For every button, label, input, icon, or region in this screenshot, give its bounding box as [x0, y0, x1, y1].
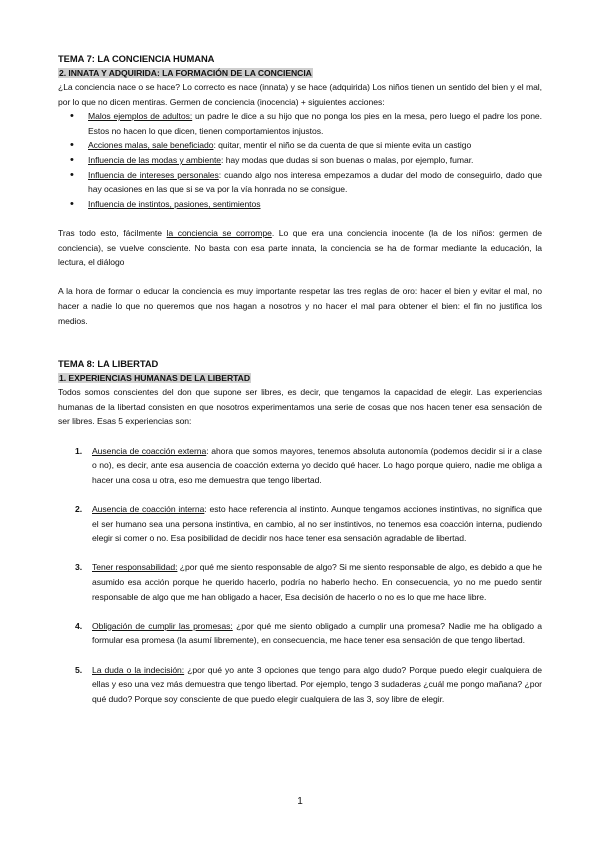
bullet-text: un padre le dice a su hijo que no ponga los pies en la mesa, pero luego el padre los pone. Estos no hacen lo que dicen, tienen comportamientos injustos. — [88, 111, 542, 136]
tema8-intro: Todos somos conscientes del don que supone ser libres, es decir, que tengamos la capacidad de elegir. Las experiencias humanas de la libertad consisten en que nosotros experimentamos una serie de cosas que nos hacen tener esa sensación de ser libres. Esas 5 experiencias son: — [58, 387, 542, 427]
tema7-intro: ¿La conciencia nace o se hace? Lo correcto es nace (innata) y se hace (adquirida) Los niños tienen un sentido del bien y el mal, por lo que no dicen mentiras. Germen de conciencia (inocencia) + siguientes acciones: — [58, 82, 542, 107]
list-item — [75, 560, 542, 604]
tema8-section-title — [58, 372, 542, 384]
list-item — [75, 619, 542, 648]
tema7-bullet-list — [58, 109, 542, 211]
item-term: Obligación de cumplir las promesas: — [92, 620, 233, 631]
list-item — [88, 109, 542, 138]
item-text: : esto hace referencia al instinto. Aunque tengamos acciones instintivas, no significa que el ser humano sea una persona instintiva, en cambio, al no ser instintivos, no tenemos esa coacción interna, pudiendo elegir si comer o no. Esa posibilidad de decidir nos hace tener esa sensación agradable de libertad. — [92, 504, 542, 544]
tema7-section-title — [58, 67, 542, 79]
tema8-numbered-list — [58, 444, 542, 707]
item-text: ¿por qué me siento responsable de algo? Si me siento responsable de algo, es debido a que he asumido esa acción porque he querido hacerlo, podría no haberlo hecho. En consecuencia, yo no me puedo sentir responsable de algo que me han obligado a hacer, Esa decisión de hacerlo o no es lo que me hace libre. — [92, 562, 542, 602]
list-item — [88, 197, 542, 212]
tema7-title: TEMA 7: LA CONCIENCIA HUMANA — [58, 53, 215, 64]
bullet-term: Influencia de las modas y ambiente — [88, 154, 222, 165]
list-item — [75, 502, 542, 546]
item-text: ¿por qué me siento obligado a cumplir una promesa? Nadie me ha obligado a formular esa promesa (la asumí libremente), en consecuencia, me hace tener esa sensación de que tengo libertad. — [92, 620, 542, 646]
item-term: Ausencia de coacción externa — [92, 445, 207, 456]
tema7-paragraph-2 — [58, 226, 542, 270]
item-term: Tener responsabilidad: — [92, 562, 178, 573]
list-item — [75, 663, 542, 707]
tema8-title: TEMA 8: LA LIBERTAD — [58, 358, 159, 370]
page-number: 1 — [297, 796, 303, 807]
item-number: 3. — [75, 562, 83, 573]
tema8-section-title-text: 1. EXPERIENCIAS HUMANAS DE LA LIBERTAD — [59, 373, 250, 384]
bullet-text: : cuando algo nos interesa empezamos a dudar del modo de conseguirlo, dado que hay ocasiones en las que si se va por la vía honrada no se consigue. — [88, 169, 542, 195]
list-item — [88, 153, 542, 168]
bullet-term: Influencia de intereses personales — [88, 169, 219, 180]
tema7-section-title-text: 2. INNATA Y ADQUIRIDA: LA FORMACIÓN DE LA CONCIENCIA — [59, 68, 312, 78]
tema7-paragraph-3: A la hora de formar o educar la conciencia es muy importante respetar las tres reglas de oro: hacer el bien y evitar el mal, no hacer a nadie lo que no queremos que nos hagan a nosotros y no hacer el mal para obtener el bien: el fin no justifica los medios. — [58, 286, 542, 326]
item-text: : ahora que somos mayores, tenemos absoluta autonomía (podemos decidir si ir a clase o no), es decir, ante esa ausencia de coacción externa yo decido qué hacer. Lo hago porque quiero, nadie me obliga a hacer una cosa u otra, eso me demuestra que tengo libertad. — [92, 445, 542, 485]
item-term: La duda o la indecisión: — [92, 664, 185, 675]
list-item — [88, 168, 542, 197]
bullet-term: Acciones malas, sale beneficiado — [88, 140, 214, 151]
para-text: . Lo que era una conciencia inocente (la de los niños: germen de conciencia), se vuelve consciente. No basta con esa parte innata, la conciencia se ha de formar mediante la educación, la lectura, el diálogo — [58, 227, 542, 268]
document-page — [58, 52, 542, 721]
bullet-text: : quitar, mentir el niño se da cuenta de que si miente evita un castigo — [213, 140, 472, 151]
para-text: Tras todo esto, fácilmente — [58, 227, 167, 238]
bullet-text: : hay modas que dudas si son buenas o malas, por ejemplo, fumar. — [221, 154, 474, 165]
bullet-term: Influencia de instintos, pasiones, sentimientos — [88, 198, 261, 209]
item-number: 5. — [75, 664, 83, 675]
list-item — [75, 444, 542, 488]
item-number: 1. — [75, 445, 83, 456]
item-term: Ausencia de coacción interna — [92, 504, 205, 515]
item-number: 4. — [75, 620, 83, 631]
item-text: ¿por qué yo ante 3 opciones que tengo para algo dudo? Porque puedo elegir cualquiera de ellas y eso una vez más demuestra que tengo libertad. Por ejemplo, tengo 3 sudaderas ¿cuál me pongo mañana? ¿por qué dudo? Porque soy consciente de que puedo elegir cualquiera de las 3, soy libre de elegir. — [92, 664, 542, 704]
bullet-term: Malos ejemplos de adultos: — [88, 111, 193, 122]
list-item — [88, 138, 542, 153]
item-number: 2. — [75, 504, 83, 515]
para-term: la conciencia se corrompe — [166, 227, 272, 238]
